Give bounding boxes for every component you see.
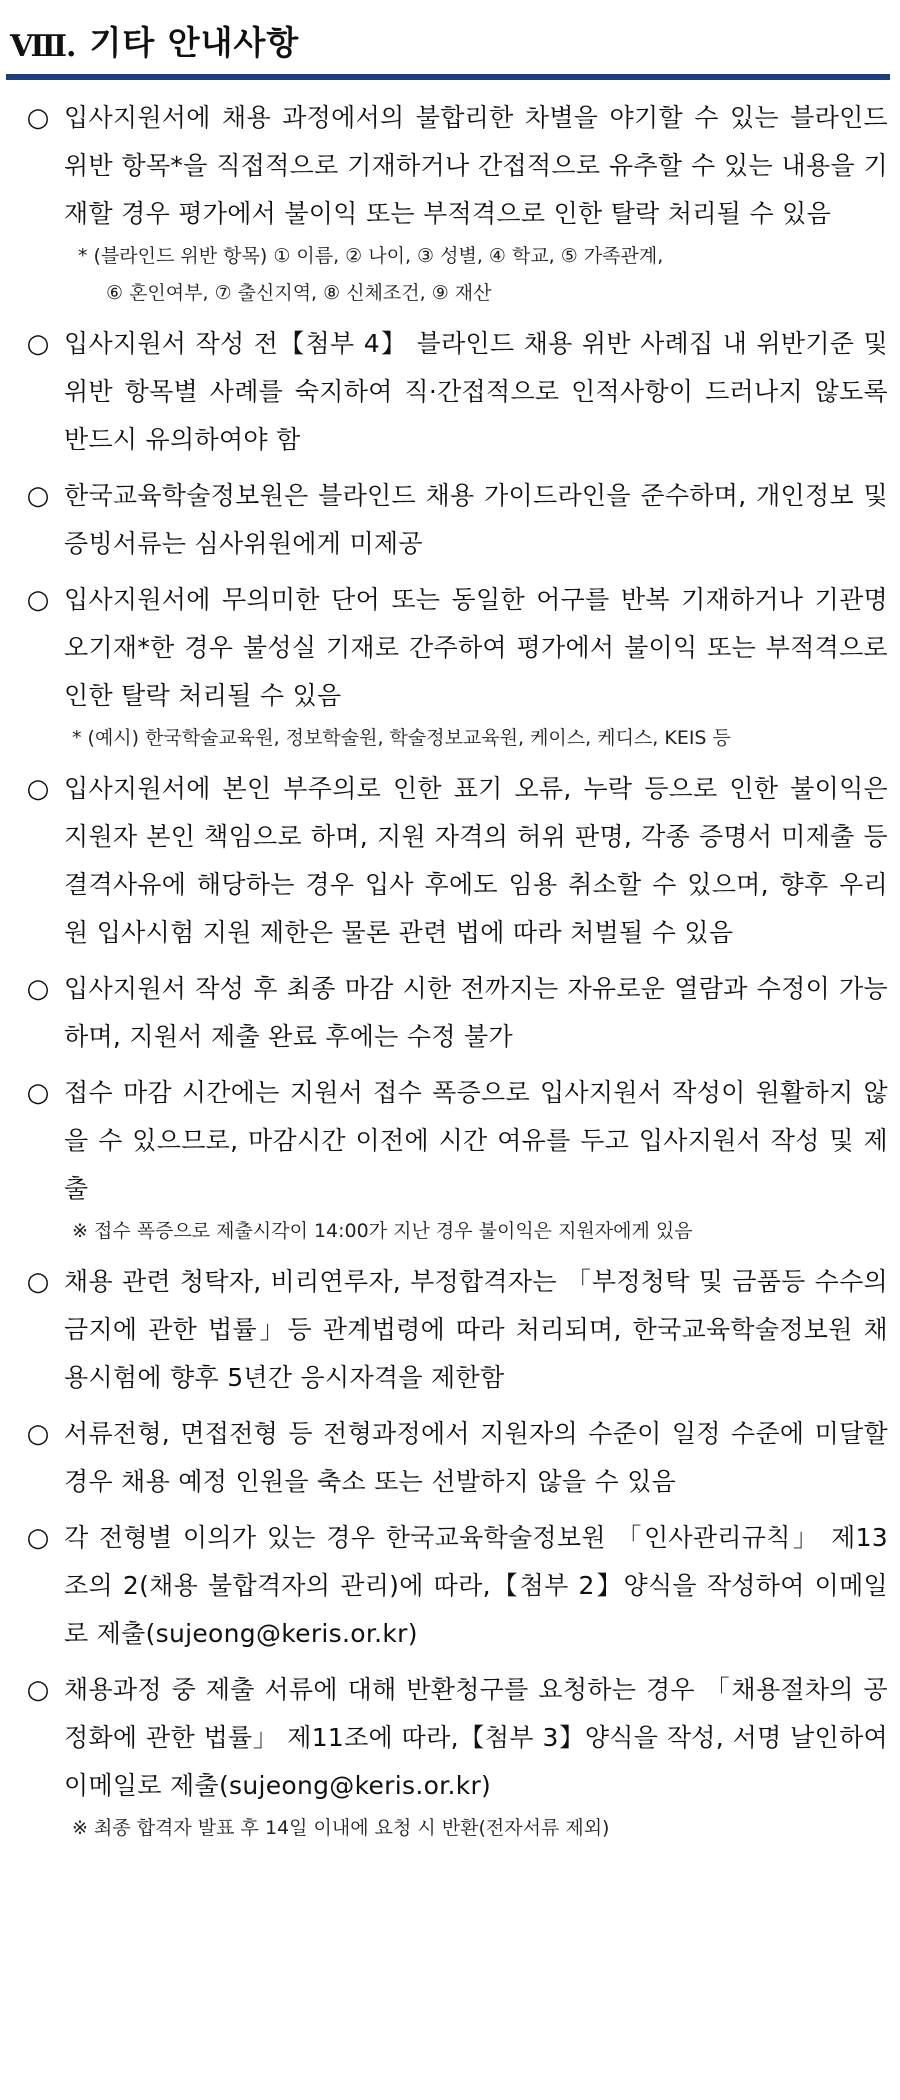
item-text: 접수 마감 시간에는 지원서 접수 폭증으로 입사지원서 작성이 원활하지 않을 수 있으므로, 마감시간 이전에 시간 여유를 두고 입사지원서 작성 및 제출 [64,1078,888,1203]
circle-bullet-icon: ○ [26,1419,50,1449]
circle-bullet-icon: ○ [26,585,50,615]
note-line: * (블라인드 위반 항목) ① 이름, ② 나이, ③ 성별, ④ 학교, ⑤ 가족관계, [78,245,664,267]
item-text: 한국교육학술정보원은 블라인드 채용 가이드라인을 준수하며, 개인정보 및 증빙서류는 심사위원에게 미제공 [64,481,888,558]
circle-bullet-icon: ○ [26,103,50,133]
list-item [6,472,890,568]
list-item [6,1410,890,1506]
section-title: 기타 안내사항 [89,23,300,62]
circle-bullet-icon: ○ [26,774,50,804]
circle-bullet-icon: ○ [26,1267,50,1297]
item-text: 채용과정 중 제출 서류에 대해 반환청구를 요청하는 경우 「채용절차의 공정화에 관한 법률」 제11조에 따라,【첨부 3】양식을 작성, 서명 날인하여 이메일로 제출(sujeong@keris.or.kr) [64,1675,888,1800]
circle-bullet-icon: ○ [26,481,50,511]
list-item [6,94,890,238]
circle-bullet-icon: ○ [26,974,50,1004]
item-text: 입사지원서 작성 후 최종 마감 시한 전까지는 자유로운 열람과 수정이 가능하며, 지원서 제출 완료 후에는 수정 불가 [64,974,888,1051]
item-text: 서류전형, 면접전형 등 전형과정에서 지원자의 수준이 일정 수준에 미달할 경우 채용 예정 인원을 축소 또는 선발하지 않을 수 있음 [64,1419,888,1496]
item-text: 채용 관련 청탁자, 비리연루자, 부정합격자는 「부정청탁 및 금품등 수수의 금지에 관한 법률」등 관계법령에 따라 처리되며, 한국교육학술정보원 채용시험에 향후 5년간 응시자격을 제한함 [64,1267,888,1392]
list-item [6,965,890,1061]
list-item [6,576,890,720]
list-item [6,765,890,957]
list-item [6,1666,890,1810]
list-item [6,320,890,464]
circle-bullet-icon: ○ [26,1078,50,1108]
item-text: 입사지원서에 채용 과정에서의 불합리한 차별을 야기할 수 있는 블라인드 위반 항목*을 직접적으로 기재하거나 간접적으로 유추할 수 있는 내용을 기재할 경우 평가에서 불이익 또는 부적격으로 인한 탈락 처리될 수 있음 [64,103,888,228]
item-text: 입사지원서에 무의미한 단어 또는 동일한 어구를 반복 기재하거나 기관명 오기재*한 경우 불성실 기재로 간주하여 평가에서 불이익 또는 부적격으로 인한 탈락 처리될 수 있음 [64,585,888,710]
list-item [6,1069,890,1213]
item-text: 입사지원서에 본인 부주의로 인한 표기 오류, 누락 등으로 인한 불이익은 지원자 본인 책임으로 하며, 지원 자격의 허위 판명, 각종 증명서 미제출 등 결격사유에 해당하는 경우 입사 후에도 임용 취소할 수 있으며, 향후 우리 원 입사시험 지원 제한은 물론 관련 법에 따라 처벌될 수 있음 [64,774,888,947]
return-note: ※ 최종 합격자 발표 후 14일 이내에 요청 시 반환(전자서류 제외) [72,1817,610,1839]
circle-bullet-icon: ○ [26,1523,50,1553]
circle-bullet-icon: ○ [26,329,50,359]
item-text: 각 전형별 이의가 있는 경우 한국교육학술정보원 「인사관리규칙」 제13조의 2(채용 불합격자의 관리)에 따라,【첨부 2】양식을 작성하여 이메일로 제출(sujeong@keris.or.kr) [64,1523,888,1648]
blind-items-note [6,238,890,312]
item-text: 입사지원서 작성 전【첨부 4】 블라인드 채용 위반 사례집 내 위반기준 및 위반 항목별 사례를 숙지하여 직·간접적으로 인적사항이 드러나지 않도록 반드시 유의하여야 함 [64,329,888,454]
list-item [6,1258,890,1402]
section-number: Ⅷ. [10,29,76,64]
circle-bullet-icon: ○ [26,1675,50,1705]
example-note: * (예시) 한국학술교육원, 정보학술원, 학술정보교육원, 케이스, 케디스, KEIS 등 [72,727,731,749]
note-line: ⑥ 혼인여부, ⑦ 출신지역, ⑧ 신체조건, ⑨ 재산 [106,282,492,304]
title-underline [6,74,890,80]
deadline-note: ※ 접수 폭증으로 제출시각이 14:00가 지난 경우 불이익은 지원자에게 있음 [72,1220,693,1242]
section-header [6,0,890,64]
list-item [6,1514,890,1658]
